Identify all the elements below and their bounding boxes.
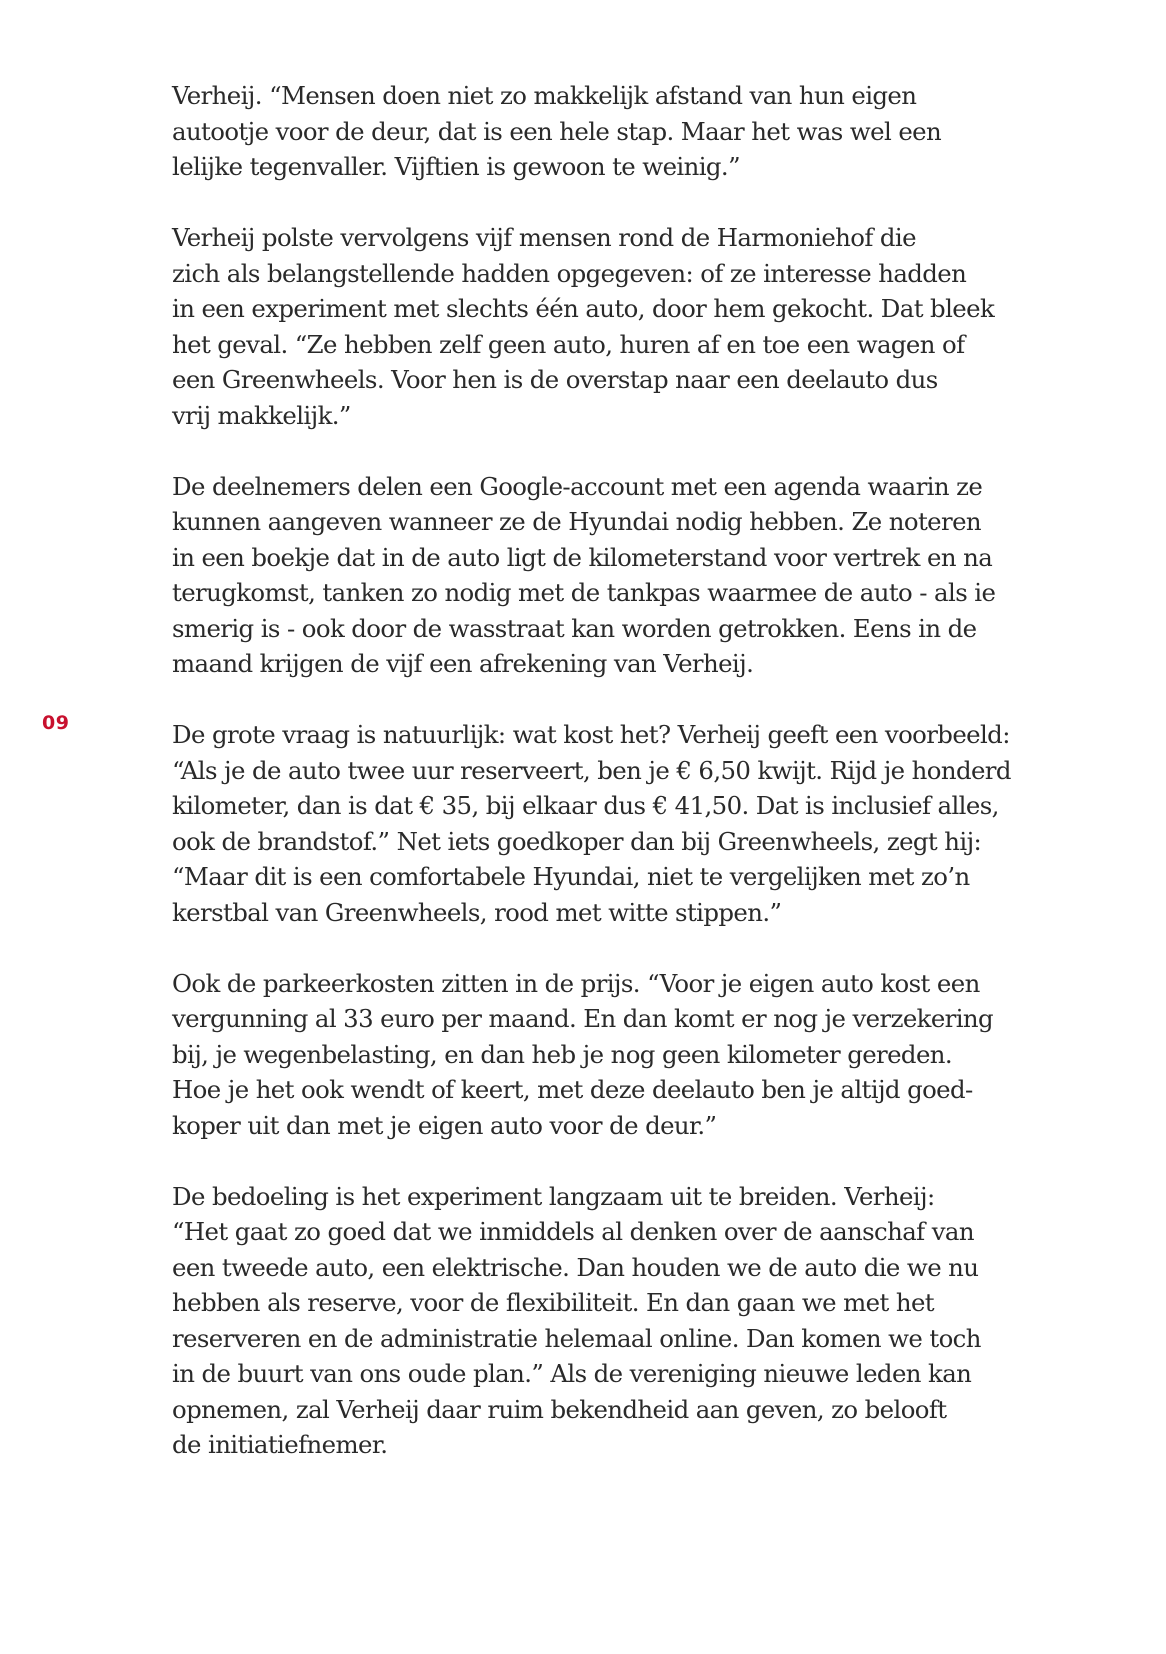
text-line: de initiatiefnemer. bbox=[172, 1430, 388, 1459]
text-line: een Greenwheels. Voor hen is de overstap naar een deelauto dus bbox=[172, 365, 938, 394]
text-line: ook de brandstof.” Net iets goedkoper dan bij Greenwheels, zegt hij: bbox=[172, 826, 982, 856]
text-line: bij, je wegenbelasting, en dan heb je nog geen kilometer gereden. bbox=[172, 1039, 953, 1069]
text-line: lelijke tegenvaller. Vijftien is gewoon te weinig.” bbox=[172, 152, 740, 181]
text-line: het geval. “Ze hebben zelf geen auto, huren af en toe een wagen of bbox=[172, 329, 965, 359]
text-line: maand krijgen de vijf een afrekening van Verheij. bbox=[172, 649, 754, 678]
text-line: vrij makkelijk.” bbox=[172, 400, 351, 430]
text-line: “Maar dit is een comfortabele Hyundai, niet te vergelijken met zo’n bbox=[172, 862, 970, 891]
text-line: kilometer, dan is dat € 35, bij elkaar dus € 41,50. Dat is inclusief alles, bbox=[172, 791, 999, 820]
text-line: opnemen, zal Verheij daar ruim bekendheid aan geven, zo belooft bbox=[172, 1394, 947, 1424]
text-line: autootje voor de deur, dat is een hele stap. Maar het was wel een bbox=[172, 116, 942, 146]
text-line: kunnen aangeven wanneer ze de Hyundai nodig hebben. Ze noteren bbox=[172, 507, 982, 536]
text-line: De bedoeling is het experiment langzaam uit te breiden. Verheij: bbox=[172, 1181, 935, 1211]
text-line: een tweede auto, een elektrische. Dan houden we de auto die we nu bbox=[172, 1252, 979, 1282]
text-line: De grote vraag is natuurlijk: wat kost het? Verheij geeft een voorbeeld: bbox=[172, 720, 1010, 749]
text-line: De deelnemers delen een Google-account met een agenda waarin ze bbox=[172, 471, 983, 501]
text-line: Verheij polste vervolgens vijf mensen rond de Harmoniehof die bbox=[172, 223, 916, 252]
text-line: Ook de parkeerkosten zitten in de prijs. “Voor je eigen auto kost een bbox=[172, 968, 980, 998]
text-line: in een experiment met slechts één auto, door hem gekocht. Dat bleek bbox=[172, 294, 995, 323]
text-line: vergunning al 33 euro per maand. En dan komt er nog je verzekering bbox=[172, 1004, 994, 1033]
text-line: terugkomst, tanken zo nodig met de tankpas waarmee de auto - als ie bbox=[172, 578, 996, 607]
paragraph-4 bbox=[172, 717, 1012, 930]
paragraph-6 bbox=[172, 1179, 1012, 1463]
paragraph-3 bbox=[172, 469, 1012, 682]
paragraph-2 bbox=[172, 220, 1012, 433]
paragraph-1 bbox=[172, 78, 1012, 185]
page-number: 09 bbox=[42, 712, 70, 734]
text-line: hebben als reserve, voor de flexibiliteit. En dan gaan we met het bbox=[172, 1288, 935, 1317]
text-line: kerstbal van Greenwheels, rood met witte stippen.” bbox=[172, 897, 782, 927]
text-line: “Als je de auto twee uur reserveert, ben je € 6,50 kwijt. Rijd je honderd bbox=[172, 755, 1011, 785]
text-line: “Het gaat zo goed dat we inmiddels al denken over de aanschaf van bbox=[172, 1217, 974, 1246]
text-line: in een boekje dat in de auto ligt de kilometerstand voor vertrek en na bbox=[172, 542, 993, 572]
text-line: koper uit dan met je eigen auto voor de deur.” bbox=[172, 1110, 717, 1140]
article-body bbox=[172, 78, 1012, 1498]
text-line: reserveren en de administratie helemaal online. Dan komen we toch bbox=[172, 1323, 981, 1353]
text-line: Hoe je het ook wendt of keert, met deze deelauto ben je altijd goed- bbox=[172, 1075, 973, 1104]
paragraph-5 bbox=[172, 966, 1012, 1144]
text-line: Verheij. “Mensen doen niet zo makkelijk afstand van hun eigen bbox=[172, 81, 917, 110]
text-line: in de buurt van ons oude plan.” Als de vereniging nieuwe leden kan bbox=[172, 1359, 972, 1388]
text-line: zich als belangstellende hadden opgegeven: of ze interesse hadden bbox=[172, 258, 967, 288]
text-line: smerig is - ook door de wasstraat kan worden getrokken. Eens in de bbox=[172, 613, 977, 643]
